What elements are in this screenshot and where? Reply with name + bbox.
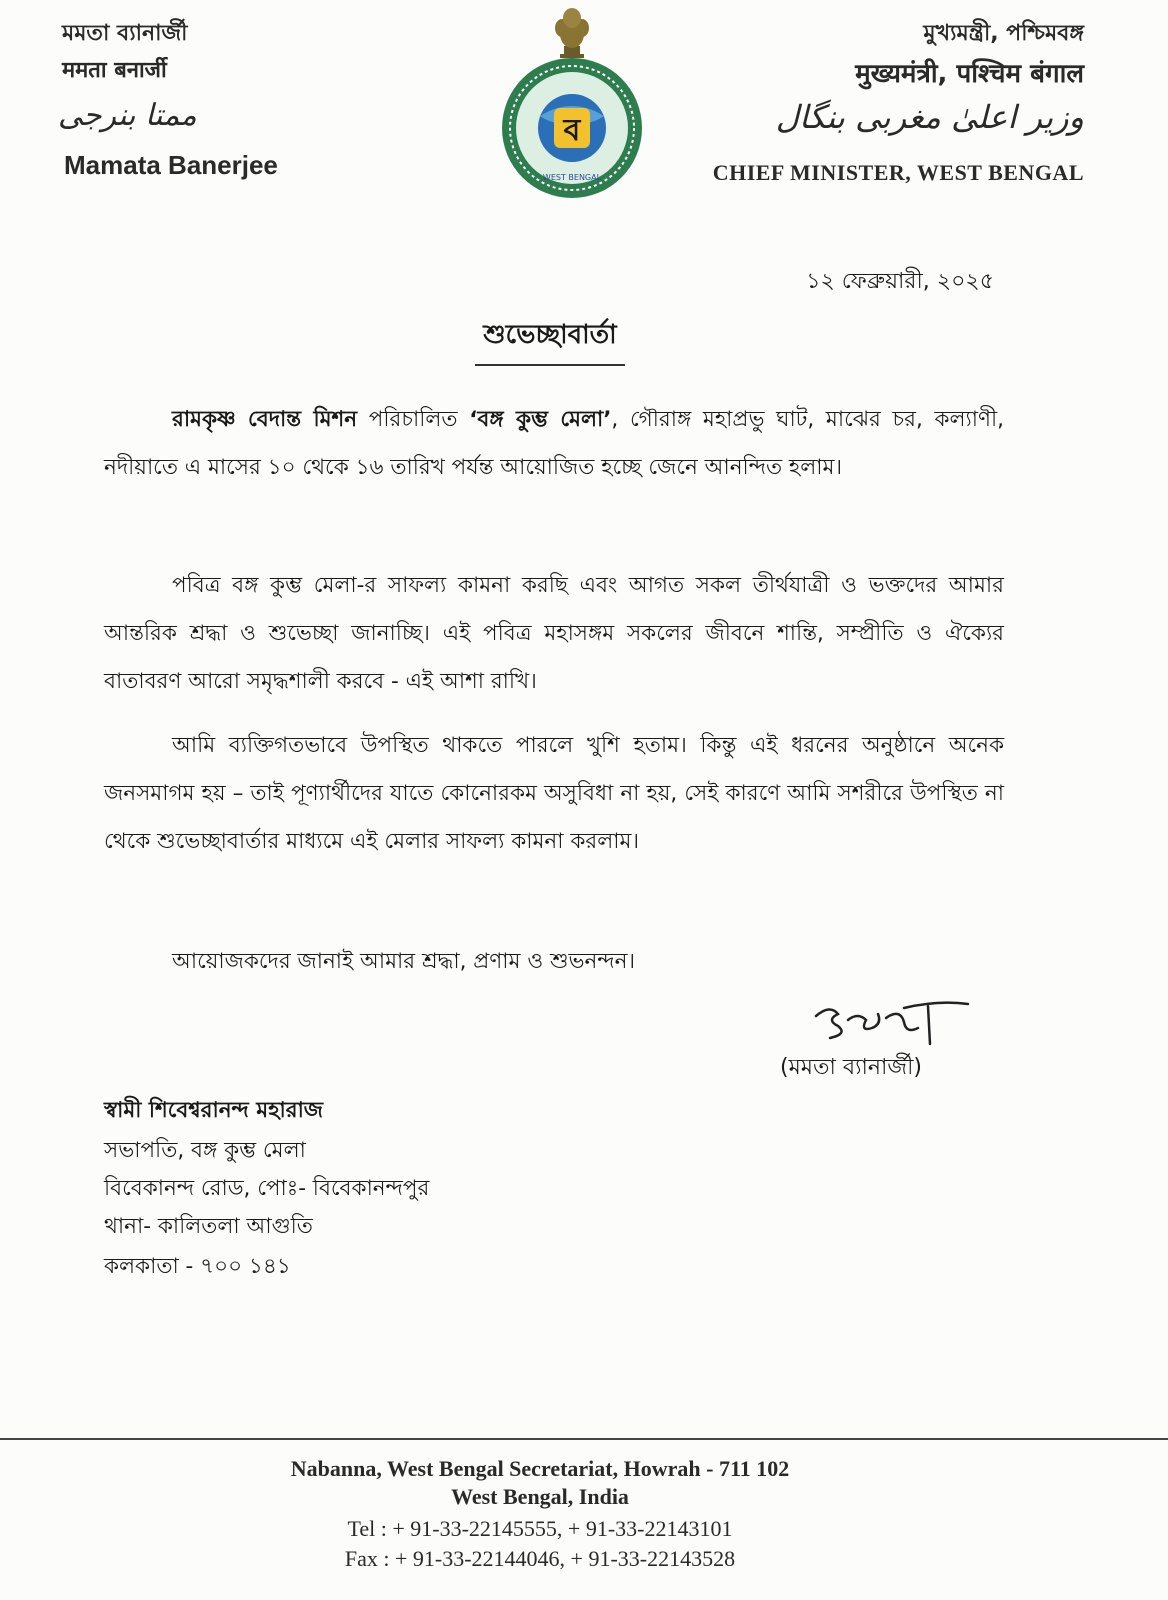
sender-name-english: Mamata Banerjee: [64, 150, 278, 180]
footer-fax: Fax : + 91-33-22144046, + 91-33-22143528: [344, 1546, 736, 1571]
state-emblem-icon: [546, 2, 598, 60]
sender-name-urdu: ممتا بنرجی: [58, 98, 197, 133]
letter-heading-text: শুভেচ্ছাবার্তা: [475, 314, 624, 366]
paragraph-1: [104, 396, 1004, 492]
sender-name-hindi: ममता बनार्जी: [62, 58, 167, 83]
svg-text:ব: ব: [563, 113, 581, 148]
recipient-police-station: থানা- কালিতলা আগুতি: [104, 1214, 313, 1239]
footer-divider: [0, 1438, 1168, 1440]
event-name: ‘বঙ্গ কুম্ভ মেলা’: [469, 407, 612, 432]
recipient-designation: সভাপতি, বঙ্গ কুম্ভ মেলা: [104, 1138, 306, 1163]
office-title-hindi: मुख्यमंत्री, पश्चिम बंगाल: [855, 59, 1084, 89]
recipient-name: স্বামী শিবেশ্বরানন্দ মহারাজ: [104, 1098, 324, 1123]
paragraph-4: আয়োজকদের জানাই আমার শ্রদ্ধা, প্রণাম ও শুভনন্দন।: [172, 949, 636, 974]
letter-heading: [0, 314, 1100, 366]
svg-text:WEST BENGAL: WEST BENGAL: [542, 173, 602, 182]
footer-telephone: Tel : + 91-33-22145555, + 91-33-22143101: [347, 1516, 733, 1541]
office-title-urdu: وزیر اعلیٰ مغربی بنگال: [775, 98, 1084, 136]
sender-name-bengali: মমতা ব্যানার্জী: [62, 21, 188, 46]
letter-date: ১২ ফেব্রুয়ারী, ২০২৫: [806, 269, 994, 294]
office-title-bengali: মুখ্যমন্ত্রী, পশ্চিমবঙ্গ: [923, 21, 1084, 46]
footer-address: Nabanna, West Bengal Secretariat, Howrah - 711 102: [290, 1456, 790, 1481]
footer-country: West Bengal, India: [451, 1484, 629, 1509]
west-bengal-seal-icon: [500, 56, 644, 200]
paragraph-1-text-a: পরিচালিত: [357, 407, 470, 432]
paragraph-3: আমি ব্যক্তিগতভাবে উপস্থিত থাকতে পারলে খুশি হতাম। কিন্তু এই ধরনের অনুষ্ঠানে অনেক জনসমাগম হয় – তাই পূণ্যার্থীদের যাতে কোনোরকম অসুবিধা না হয়, সেই কারণে আমি সশরীরে উপস্থিত না থেকে শুভেচ্ছাবার্তার মাধ্যমে এই মেলার সাফল্য কামনা করলাম।: [104, 733, 1004, 854]
recipient-city-pin: কলকাতা - ৭০০ ১৪১: [104, 1254, 291, 1279]
handwritten-signature-icon: [808, 998, 978, 1050]
recipient-address-line: বিবেকানন্দ রোড, পোঃ- বিবেকানন্দপুর: [104, 1176, 430, 1201]
signatory-name: (মমতা ব্যানার্জী): [780, 1055, 922, 1080]
paragraph-2: পবিত্র বঙ্গ কুম্ভ মেলা-র সাফল্য কামনা করছি এবং আগত সকল তীর্থযাত্রী ও ভক্তদের আমার আন্তরিক শ্রদ্ধা ও শুভেচ্ছা জানাচ্ছি। এই পবিত্র মহাসঙ্গম সকলের জীবনে শান্তি, সম্প্রীতি ও ঐক্যের বাতাবরণ আরো সমৃদ্ধশালী করবে - এই আশা রাখি।: [104, 573, 1004, 694]
office-title-english: CHIEF MINISTER, WEST BENGAL: [712, 160, 1084, 185]
organization-name: রামকৃষ্ণ বেদান্ত মিশন: [172, 407, 358, 432]
paragraph-1-text-b: , গৌরাঙ্গ মহাপ্রভু ঘাট, মাঝের চর, কল্যাণী, নদীয়াতে এ মাসের ১০ থেকে ১৬ তারিখ পর্যন্ত আয়োজিত হচ্ছে জেনে আনন্দিত হলাম।: [104, 407, 1004, 480]
